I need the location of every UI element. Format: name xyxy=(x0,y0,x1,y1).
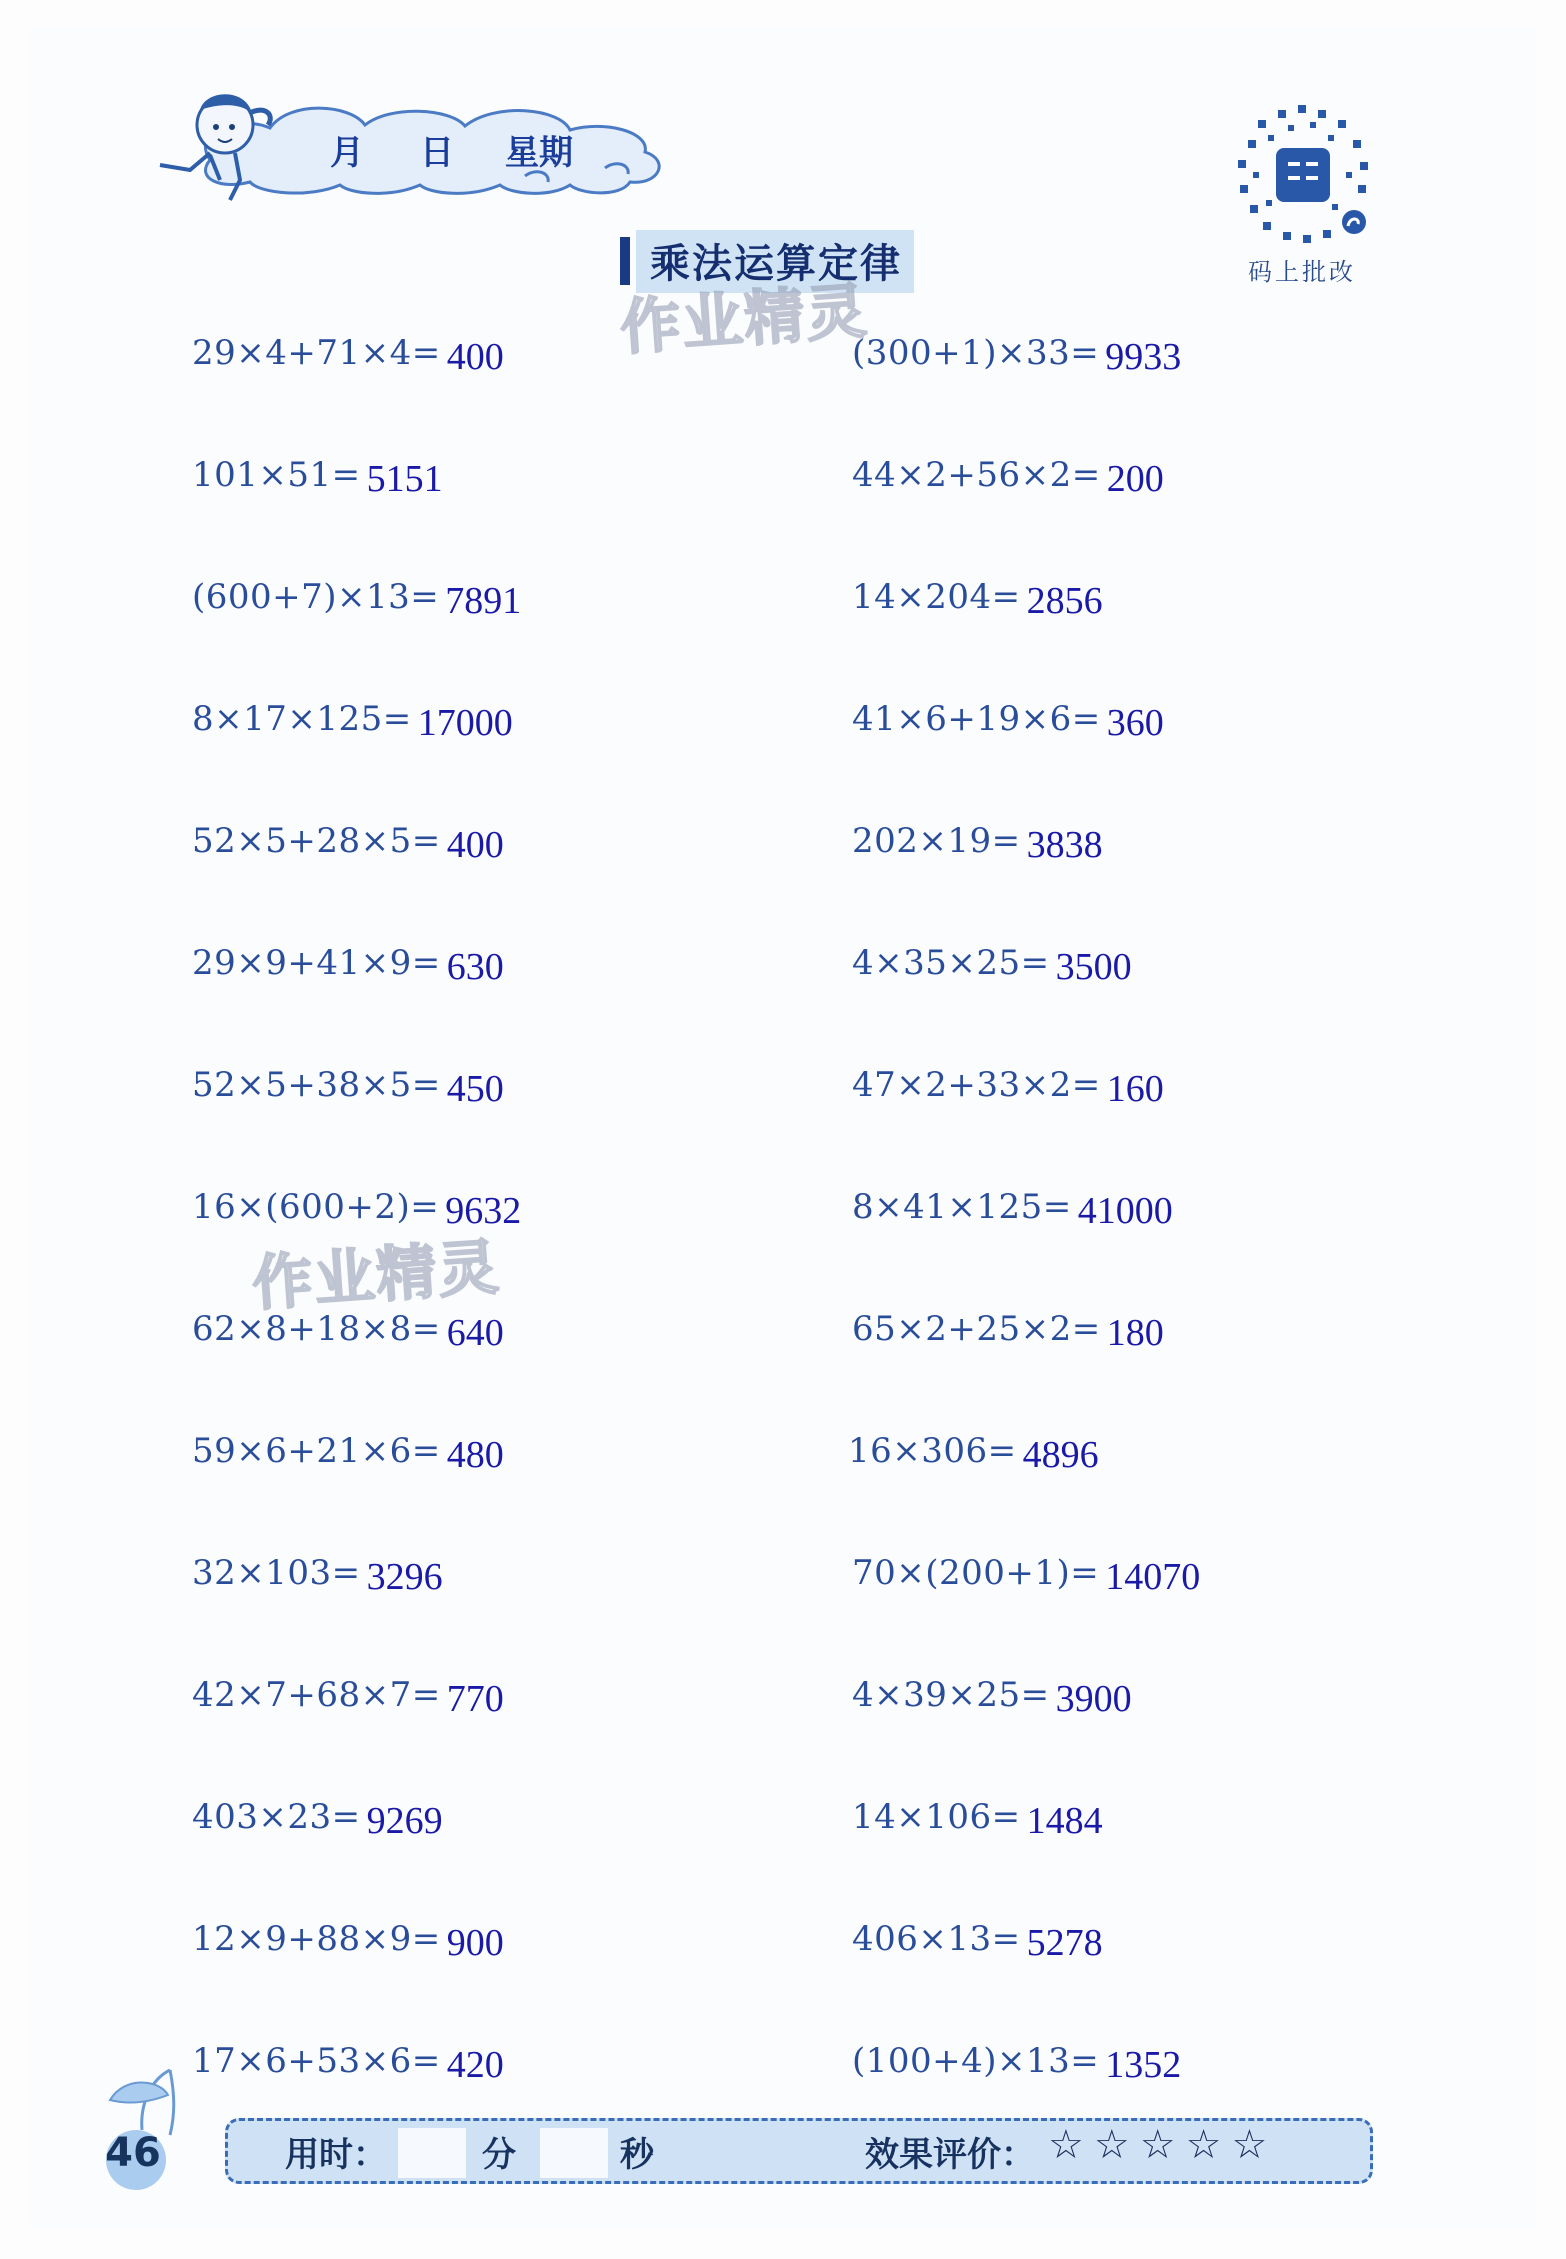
expression: (300+1)×33= xyxy=(852,333,1100,373)
answer: 3900 xyxy=(1055,1678,1132,1720)
page-title: 乘法运算定律 xyxy=(636,230,914,293)
answer: 450 xyxy=(446,1068,504,1110)
expression: 52×5+28×5= xyxy=(192,821,441,861)
page-number: 46 xyxy=(105,2130,161,2176)
expression: 8×17×125= xyxy=(192,699,412,739)
answer: 5151 xyxy=(366,458,443,500)
expression: 59×6+21×6= xyxy=(192,1431,441,1471)
problem-row xyxy=(192,330,504,378)
answer: 420 xyxy=(446,2044,504,2086)
expression: 65×2+25×2= xyxy=(852,1309,1101,1349)
answer: 400 xyxy=(446,824,504,866)
rating-stars[interactable]: ☆☆☆☆☆ xyxy=(1048,2122,1278,2168)
problem-row xyxy=(192,2038,504,2086)
answer: 3500 xyxy=(1055,946,1132,988)
expression: 202×19= xyxy=(852,821,1021,861)
problem-row xyxy=(852,1672,1132,1720)
problem-row xyxy=(192,1916,504,1964)
problem-row xyxy=(852,574,1103,622)
answer: 3296 xyxy=(366,1556,443,1598)
answer: 4896 xyxy=(1022,1434,1099,1476)
answer: 41000 xyxy=(1077,1190,1173,1232)
problem-row xyxy=(852,1916,1103,1964)
answer: 7891 xyxy=(445,580,522,622)
answer: 360 xyxy=(1106,702,1164,744)
problem-row xyxy=(192,818,504,866)
answer: 180 xyxy=(1106,1312,1164,1354)
answer: 9632 xyxy=(445,1190,522,1232)
expression: (600+7)×13= xyxy=(192,577,440,617)
expression: 403×23= xyxy=(192,1797,361,1837)
running-kid-icon xyxy=(150,75,290,205)
problem-row xyxy=(852,1550,1201,1598)
answer: 9269 xyxy=(366,1800,443,1842)
answer: 2856 xyxy=(1026,580,1103,622)
answer: 900 xyxy=(446,1922,504,1964)
minutes-label: 分 xyxy=(482,2135,516,2175)
expression: 41×6+19×6= xyxy=(852,699,1101,739)
problem-row xyxy=(192,1184,522,1232)
answer: 640 xyxy=(446,1312,504,1354)
answer: 14070 xyxy=(1105,1556,1201,1598)
problem-row xyxy=(852,1306,1164,1354)
problem-row xyxy=(192,1306,504,1354)
problem-row xyxy=(852,452,1164,500)
expression: 42×7+68×7= xyxy=(192,1675,441,1715)
answer: 1352 xyxy=(1105,2044,1182,2086)
expression: 52×5+38×5= xyxy=(192,1065,441,1105)
title-marker xyxy=(620,237,630,285)
expression: 4×39×25= xyxy=(852,1675,1050,1715)
expression: 16×306= xyxy=(848,1431,1017,1471)
expression: 47×2+33×2= xyxy=(852,1065,1101,1105)
problem-row xyxy=(192,696,513,744)
weekday-label: 星期 xyxy=(505,133,573,173)
rating-label: 效果评价： xyxy=(865,2135,1035,2175)
problem-row xyxy=(192,574,522,622)
answer: 200 xyxy=(1106,458,1164,500)
seconds-field[interactable] xyxy=(540,2128,608,2178)
expression: 8×41×125= xyxy=(852,1187,1072,1227)
watermark-middle: 作业精灵 xyxy=(250,1232,503,1320)
problem-row xyxy=(192,1062,504,1110)
date-fields xyxy=(330,125,573,174)
expression: 29×4+71×4= xyxy=(192,333,441,373)
expression: 29×9+41×9= xyxy=(192,943,441,983)
problem-row xyxy=(192,940,504,988)
problem-row xyxy=(852,696,1164,744)
problem-row xyxy=(852,818,1103,866)
answer: 1484 xyxy=(1026,1800,1103,1842)
minutes-field[interactable] xyxy=(398,2128,466,2178)
problem-row xyxy=(192,452,443,500)
answer: 17000 xyxy=(417,702,513,744)
expression: 14×106= xyxy=(852,1797,1021,1837)
expression: 44×2+56×2= xyxy=(852,455,1101,495)
problem-row xyxy=(852,1062,1164,1110)
month-label: 月 xyxy=(330,133,364,173)
problem-row xyxy=(192,1672,504,1720)
problem-row xyxy=(852,940,1132,988)
answer: 9933 xyxy=(1105,336,1182,378)
qr-code-icon[interactable] xyxy=(1228,100,1378,250)
answer: 400 xyxy=(446,336,504,378)
problem-row xyxy=(852,2038,1182,2086)
answer: 630 xyxy=(446,946,504,988)
watermark-top: 作业精灵 xyxy=(618,276,871,364)
expression: 17×6+53×6= xyxy=(192,2041,441,2081)
answer: 3838 xyxy=(1026,824,1103,866)
problem-row xyxy=(192,1428,504,1476)
problem-row xyxy=(852,1794,1103,1842)
expression: 101×51= xyxy=(192,455,361,495)
answer: 5278 xyxy=(1026,1922,1103,1964)
problem-row xyxy=(192,1794,443,1842)
problem-row xyxy=(848,1428,1099,1476)
problem-row xyxy=(192,1550,443,1598)
expression: 62×8+18×8= xyxy=(192,1309,441,1349)
expression: 14×204= xyxy=(852,577,1021,617)
seconds-label: 秒 xyxy=(620,2135,654,2175)
day-label: 日 xyxy=(420,133,454,173)
expression: 32×103= xyxy=(192,1553,361,1593)
expression: 70×(200+1)= xyxy=(852,1553,1100,1593)
expression: 4×35×25= xyxy=(852,943,1050,983)
answer: 160 xyxy=(1106,1068,1164,1110)
expression: 16×(600+2)= xyxy=(192,1187,440,1227)
time-label: 用时： xyxy=(285,2135,387,2175)
problem-row xyxy=(852,1184,1173,1232)
problem-row xyxy=(852,330,1182,378)
expression: 12×9+88×9= xyxy=(192,1919,441,1959)
answer: 480 xyxy=(446,1434,504,1476)
qr-caption: 码上批改 xyxy=(1248,258,1356,286)
expression: (100+4)×13= xyxy=(852,2041,1100,2081)
answer: 770 xyxy=(446,1678,504,1720)
expression: 406×13= xyxy=(852,1919,1021,1959)
